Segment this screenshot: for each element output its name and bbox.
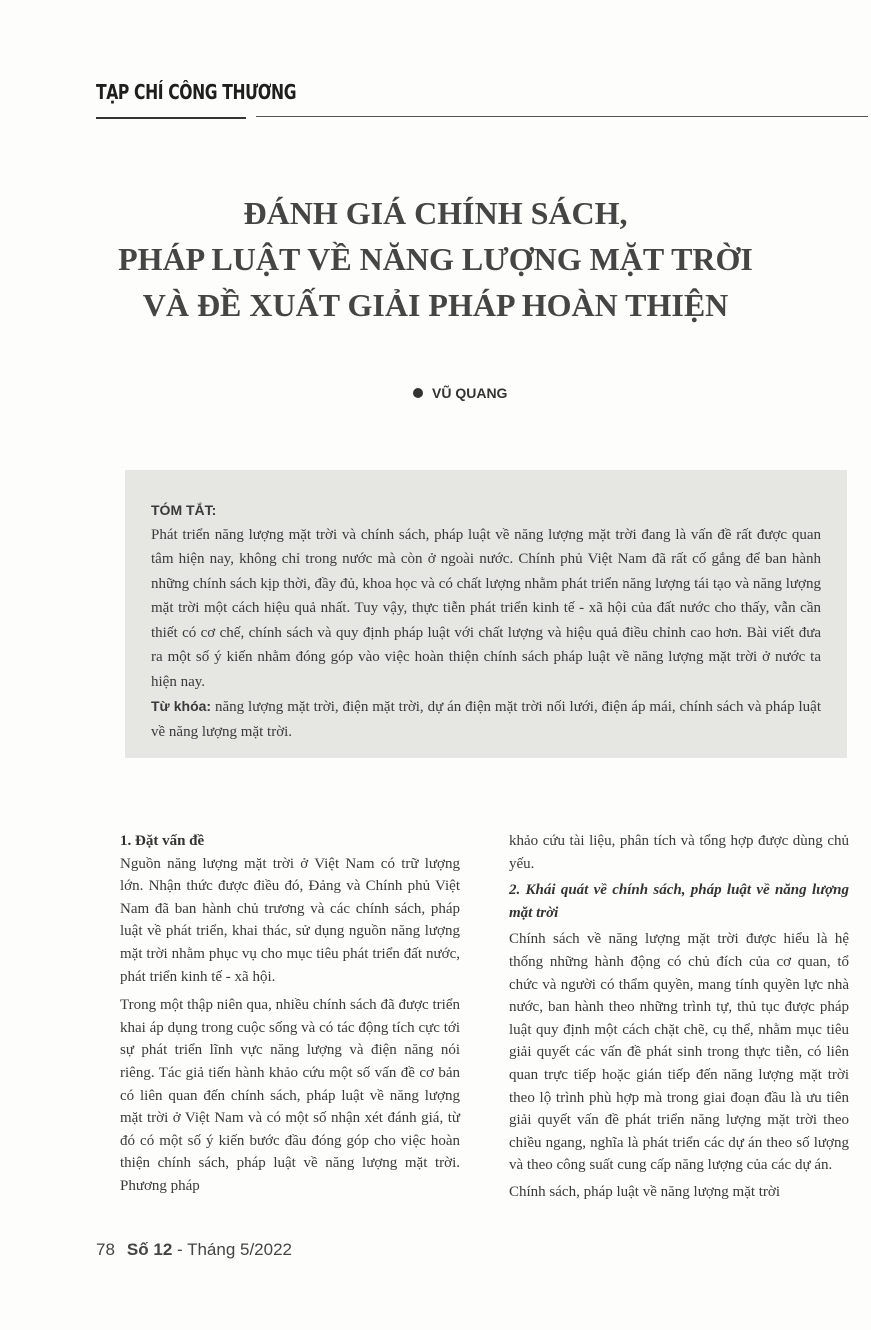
author-name: VŨ QUANG xyxy=(432,385,508,401)
keywords xyxy=(151,694,821,744)
page-footer xyxy=(96,1240,292,1260)
journal-name: TẠP CHÍ CÔNG THƯƠNG xyxy=(96,80,297,104)
author-line xyxy=(413,385,507,401)
issue-number: Số 12 xyxy=(126,1240,173,1259)
bullet-icon xyxy=(413,388,423,398)
article-title xyxy=(0,190,871,328)
column-left xyxy=(120,830,460,1198)
column-right xyxy=(509,830,849,1204)
section-1-heading: 1. Đặt vấn đề xyxy=(120,833,205,849)
abstract-box xyxy=(125,470,847,758)
keywords-text: năng lượng mặt trời, điện mặt trời, dự án điện mặt trời nối lưới, điện áp mái, chính sách và pháp luật về năng lượng mặt trời. xyxy=(151,699,821,740)
title-line-3: VÀ ĐỀ XUẤT GIẢI PHÁP HOÀN THIỆN xyxy=(142,287,729,323)
section-2-paragraph-2: Chính sách, pháp luật về năng lượng mặt trời xyxy=(509,1183,781,1200)
header-rule-thick xyxy=(96,117,246,119)
header-rule-thin xyxy=(256,116,868,117)
keywords-label: Từ khóa: xyxy=(151,698,212,714)
section-1-paragraph-2: Trong một thập niên qua, nhiều chính sách đã được triển khai áp dụng trong cuộc sống và có tác động tích cực tới sự phát triển lĩnh vực năng lượng và điện năng nói riêng. Tác giả tiến hành khảo cứu một số vấn đề cơ bản có liên quan đến chính sách, pháp luật về năng lượng mặt trời ở Việt Nam và có một số nhận xét đánh giá, từ đó có một số ý kiến bước đầu đóng góp cho việc hoàn thiện chính sách, pháp luật về năng lượng mặt trời. Phương pháp xyxy=(120,997,460,1194)
section-1-paragraph-2-continued: khảo cứu tài liệu, phân tích và tổng hợp được dùng chủ yếu. xyxy=(509,833,849,872)
issue-date: - Tháng 5/2022 xyxy=(172,1240,293,1259)
page-number: 78 xyxy=(96,1240,115,1259)
section-2-paragraph-1: Chính sách về năng lượng mặt trời được hiểu là hệ thống những hành động có chủ đích của cơ quan, tổ chức và người có thẩm quyền, mang tính quyền lực nhà nước, ban hành theo những trình tự, thủ tục được pháp luật quy định một cách chặt chẽ, cụ thể, nhằm mục tiêu giải quyết các vấn đề phát sinh trong thực tiễn, có liên quan trực tiếp hoặc gián tiếp đến năng lượng mặt trời theo lộ trình phù hợp mà trong giai đoạn đầu là ưu tiên giải quyết vấn đề phát triển năng lượng mặt trời theo chiều ngang, nghĩa là phát triển các dự án theo số lượng và theo công suất cung cấp năng lượng của các dự án. xyxy=(509,931,849,1174)
section-2-heading: 2. Khái quát về chính sách, pháp luật về năng lượng mặt trời xyxy=(509,882,849,921)
abstract-body: Phát triển năng lượng mặt trời và chính sách, pháp luật về năng lượng mặt trời đang là vấn đề rất được quan tâm hiện nay, không chỉ trong nước mà còn ở ngoài nước. Chính phủ Việt Nam đã rất cố gắng để ban hành những chính sách kịp thời, đầy đủ, khoa học và có chất lượng nhằm phát triển năng lượng tái tạo và năng lượng mặt trời một cách hiệu quả nhất. Tuy vậy, thực tiễn phát triển kinh tế - xã hội của đất nước cho thấy, vẫn cần thiết có cơ chế, chính sách và quy định pháp luật với chất lượng và hiệu quả điều chỉnh cao hơn. Bài viết đưa ra một số ý kiến nhằm đóng góp vào việc hoàn thiện chính sách pháp luật về năng lượng mặt trời ở nước ta hiện nay. xyxy=(151,526,821,690)
abstract-heading: TÓM TẮT: xyxy=(151,502,217,518)
title-line-2: PHÁP LUẬT VỀ NĂNG LƯỢNG MẶT TRỜI xyxy=(118,241,753,277)
title-line-1: ĐÁNH GIÁ CHÍNH SÁCH, xyxy=(243,195,628,231)
section-1-paragraph-1: Nguồn năng lượng mặt trời ở Việt Nam có trữ lượng lớn. Nhận thức được điều đó, Đảng và Chính phủ Việt Nam đã ban hành chủ trương và các chính sách, pháp luật về phát triển, khai thác, sử dụng nguồn năng lượng mặt trời nhằm phục vụ cho mục tiêu phát triển đất nước, phát triển kinh tế - xã hội. xyxy=(120,855,460,985)
